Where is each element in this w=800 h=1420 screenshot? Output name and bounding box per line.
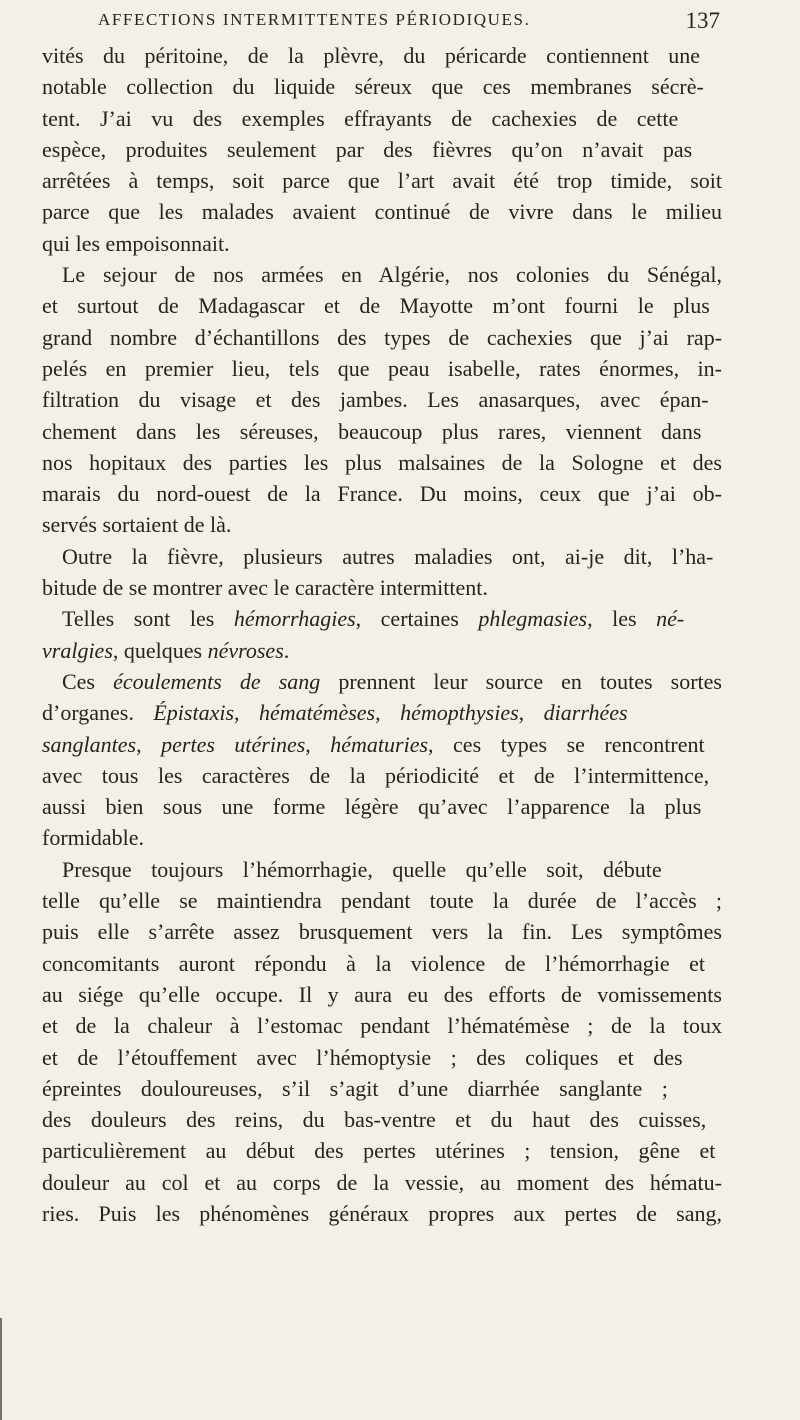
text-segment: et surtout de Madagascar et de Mayotte m’ont fourni le plus [42, 293, 710, 319]
text-line [42, 791, 722, 822]
italic-term: sanglantes [42, 731, 137, 757]
text-segment: au siége qu’elle occupe. Il y aura eu des efforts de vomissements [42, 981, 722, 1007]
text-segment: , les [587, 606, 657, 632]
text-line [42, 478, 722, 509]
text-segment: , certaines [355, 606, 479, 632]
text-line [42, 322, 722, 353]
text-line [42, 916, 722, 947]
text-segment: et de l’étouffement avec l’hémoptysie ; des coliques et des [42, 1044, 683, 1070]
text-line [42, 509, 722, 540]
body-text [42, 40, 722, 1416]
text-segment: bitude de se montrer avec le caractère intermittent. [42, 575, 488, 601]
text-line [42, 259, 722, 290]
italic-term: névroses [207, 637, 284, 663]
text-line [42, 40, 722, 71]
text-segment: , [136, 731, 162, 757]
text-segment: particulièrement au début des pertes utérines ; tension, gêne et [42, 1138, 716, 1164]
text-line [42, 1010, 722, 1041]
italic-term: né- [656, 606, 685, 632]
text-segment: aussi bien sous une forme légère qu’avec l’apparence la plus [42, 794, 702, 820]
italic-term: diarrhées [543, 700, 628, 726]
text-line [42, 416, 722, 447]
text-segment: , [234, 700, 260, 726]
text-segment: Presque toujours l’hémorrhagie, quelle qu’elle soit, débute [62, 856, 662, 882]
text-segment: arrêtées à temps, soit parce que l’art avait été trop timide, soit [42, 168, 722, 194]
text-segment: puis elle s’arrête assez brusquement vers la fin. Les symptômes [42, 919, 722, 945]
text-line [42, 134, 722, 165]
italic-term: hématémèses [259, 700, 376, 726]
running-head: AFFECTIONS INTERMITTENTES PÉRIODIQUES. [98, 10, 531, 29]
text-segment: prennent leur source en toutes sortes [320, 668, 722, 694]
text-segment: marais du nord-ouest de la France. Du moins, ceux que j’ai ob- [42, 481, 722, 507]
text-line [42, 603, 722, 634]
italic-term: hématuries [330, 731, 429, 757]
text-line [42, 290, 722, 321]
text-segment: Outre la fièvre, plusieurs autres maladies ont, ai-je dit, l’ha- [62, 543, 714, 569]
text-line [42, 196, 722, 227]
text-segment: grand nombre d’échantillons des types de cachexies que j’ai rap- [42, 324, 722, 350]
text-segment: . [283, 637, 290, 663]
text-line [42, 948, 722, 979]
text-segment: et de la chaleur à l’estomac pendant l’hématémèse ; de la toux [42, 1013, 722, 1039]
text-segment: d’organes. [42, 700, 154, 726]
text-segment: notable collection du liquide séreux que ces membranes sécrè- [42, 74, 704, 100]
text-line [42, 165, 722, 196]
text-segment: espèce, produites seulement par des fièvres qu’on n’avait pas [42, 136, 693, 162]
text-line [42, 822, 722, 853]
page-edge-shadow [0, 1318, 2, 1420]
text-line [42, 353, 722, 384]
text-line [42, 1042, 722, 1073]
text-segment: telle qu’elle se maintiendra pendant toute la durée de l’accès ; [42, 888, 722, 914]
italic-term: hémopthysies [400, 700, 519, 726]
text-segment: nos hopitaux des parties les plus malsaines de la Sologne et des [42, 449, 722, 475]
text-line [42, 1167, 722, 1198]
text-line [42, 666, 722, 697]
text-line [42, 1104, 722, 1135]
text-line [42, 1198, 722, 1229]
italic-term: phlegmasies [478, 606, 588, 632]
italic-term: hémorrhagies [233, 606, 356, 632]
text-segment: avec tous les caractères de la périodicité et de l’intermittence, [42, 762, 710, 788]
italic-term: pertes utérines [161, 731, 306, 757]
page-number: 137 [685, 8, 720, 33]
text-segment: concomitants auront répondu à la violence de l’hémorrhagie et [42, 950, 706, 976]
text-line [42, 541, 722, 572]
text-line [42, 885, 722, 916]
text-segment: Telles sont les [62, 606, 234, 632]
text-segment: formidable. [42, 825, 145, 851]
text-segment: servés sortaient de là. [42, 512, 232, 538]
text-line [42, 854, 722, 885]
text-line [42, 979, 722, 1010]
italic-term: vralgies [42, 637, 113, 663]
text-line [42, 697, 722, 728]
text-segment: épreintes douloureuses, s’il s’agit d’une diarrhée sanglante ; [42, 1075, 668, 1101]
text-line [42, 729, 722, 760]
text-segment: des douleurs des reins, du bas-ventre et du haut des cuisses, [42, 1107, 707, 1133]
text-segment: , [518, 700, 544, 726]
text-line [42, 71, 722, 102]
text-line [42, 1135, 722, 1166]
text-line [42, 103, 722, 134]
text-line [42, 1073, 722, 1104]
text-line [42, 635, 722, 666]
text-segment: Ces [62, 668, 114, 694]
text-segment: , [305, 731, 331, 757]
text-segment: Le sejour de nos armées en Algérie, nos colonies du Sénégal, [62, 262, 722, 288]
text-line [42, 447, 722, 478]
text-segment: douleur au col et au corps de la vessie, au moment des hématu- [42, 1169, 722, 1195]
text-line [42, 384, 722, 415]
page-header [98, 6, 720, 40]
text-segment: , quelques [112, 637, 208, 663]
text-segment: ries. Puis les phénomènes généraux propres aux pertes de sang, [42, 1200, 722, 1226]
text-segment: vités du péritoine, de la plèvre, du péricarde contiennent une [42, 43, 701, 68]
text-segment: tent. J’ai vu des exemples effrayants de cachexies de cette [42, 105, 679, 131]
text-line [42, 572, 722, 603]
text-segment: filtration du visage et des jambes. Les anasarques, avec épan- [42, 387, 709, 413]
text-line [42, 760, 722, 791]
text-segment: , ces types se rencontrent [428, 731, 705, 757]
italic-term: écoulements de sang [113, 668, 321, 694]
text-segment: parce que les malades avaient continué de vivre dans le milieu [42, 199, 722, 225]
text-segment: qui les empoisonnait. [42, 230, 230, 256]
italic-term: Épistaxis [153, 700, 235, 726]
text-segment: pelés en premier lieu, tels que peau isabelle, rates énormes, in- [42, 355, 722, 381]
text-segment: , [375, 700, 401, 726]
text-line [42, 228, 722, 259]
text-segment: chement dans les séreuses, beaucoup plus rares, viennent dans [42, 418, 702, 444]
